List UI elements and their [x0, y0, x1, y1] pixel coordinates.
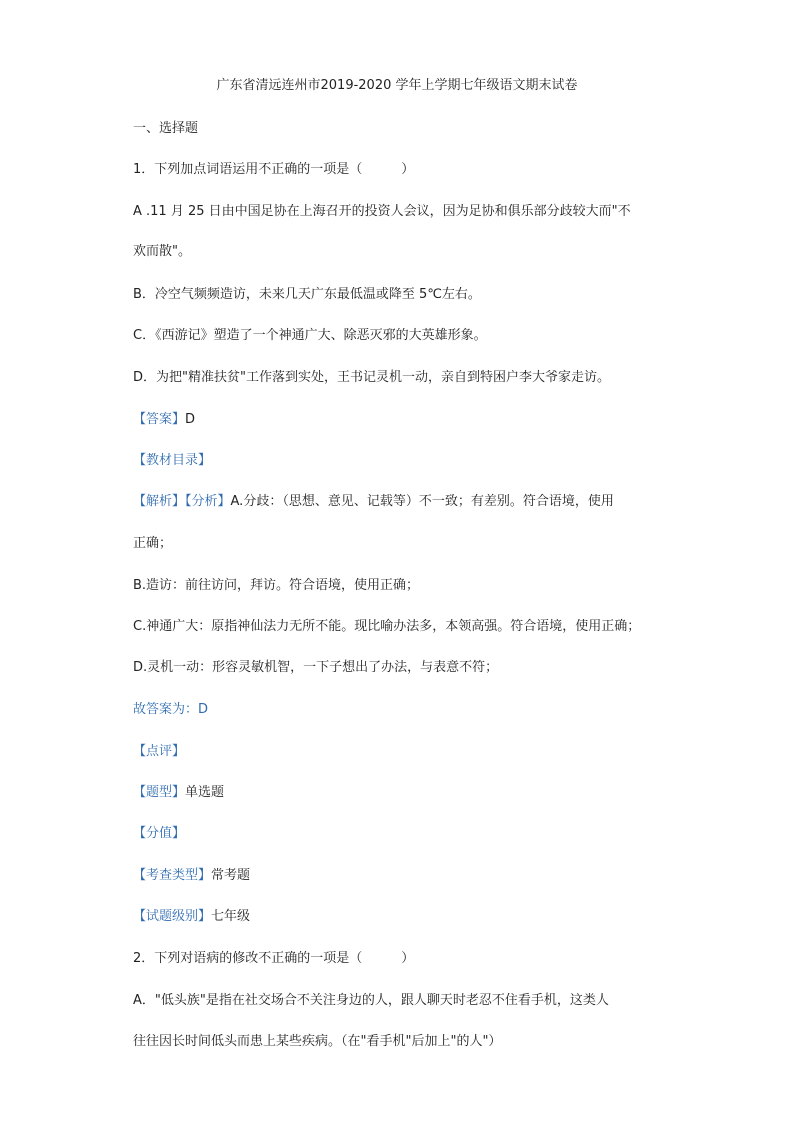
- type-tag: 【题型】: [133, 785, 186, 800]
- catalog-tag: 【教材目录】: [133, 453, 212, 468]
- q1-option-a-line1: A .11 月 25 日由中国足协在上海召开的投资人会议，因为足协和俱乐部分歧较大而"不: [133, 204, 631, 219]
- question-2-stem: 2．下列对语病的修改不正确的一项是（ ）: [133, 951, 415, 966]
- answer-tag: 【答案】: [133, 412, 186, 427]
- q2-option-a-line2: 往往因长时间低头而患上某些疾病。（在"看手机"后加上"的人"）: [133, 1034, 502, 1049]
- level-tag: 【试题级别】: [133, 909, 212, 924]
- exam-type-value: 常考题: [211, 868, 251, 883]
- q1-analysis-line5: D.灵机一动：形容灵敏机智，一下子想出了办法，与表意不符；: [133, 660, 499, 675]
- q1-analysis-line1: [133, 490, 614, 509]
- q1-option-a-line2: 欢而散"。: [133, 244, 191, 259]
- type-value: 单选题: [185, 785, 225, 800]
- q1-analysis-line4: C.神通广大：原指神仙法力无所不能。现比喻办法多，本领高强。符合语境，使用正确；: [133, 619, 641, 634]
- exam-type-tag: 【考查类型】: [133, 868, 212, 883]
- q1-catalog-row: [133, 449, 211, 468]
- score-tag: 【分值】: [133, 826, 186, 841]
- q1-answer-row: [133, 408, 195, 427]
- q2-option-a-line1: A．"低头族"是指在社交场合不关注身边的人，跟人聊天时老忍不住看手机，这类人: [133, 993, 609, 1008]
- q1-score-row: [133, 822, 185, 841]
- section-heading: 一、选择题: [133, 121, 199, 136]
- q1-comment-row: [133, 740, 185, 759]
- answer-value: D: [185, 412, 196, 427]
- analysis-tag: 【解析】【分析】: [133, 494, 231, 509]
- q1-option-b: B．冷空气频频造访，未来几天广东最低温或降至 5℃左右。: [133, 287, 481, 302]
- q1-analysis-line2: 正确；: [133, 536, 173, 551]
- comment-tag: 【点评】: [133, 744, 186, 759]
- level-value: 七年级: [211, 909, 251, 924]
- q1-final-answer: 故答案为：D: [133, 702, 209, 717]
- q1-exam-row: [133, 864, 250, 883]
- page-title: 广东省清远连州市2019-2020 学年上学期七年级语文期末试卷: [216, 78, 578, 93]
- q1-analysis-line3: B.造访：前往访问，拜访。符合语境，使用正确；: [133, 578, 420, 593]
- q1-option-c: C．《西游记》塑造了一个神通广大、除恶灭邪的大英雄形象。: [133, 328, 487, 343]
- q1-level-row: [133, 905, 250, 924]
- q1-option-d: D．为把"精准扶贫"工作落到实处，王书记灵机一动，亲自到特困户李大爷家走访。: [133, 370, 610, 385]
- analysis-text-1: A.分歧：（思想、意见、记载等）不一致；有差别。符合语境，使用: [230, 494, 614, 509]
- question-1-stem: 1．下列加点词语运用不正确的一项是（ ）: [133, 162, 415, 177]
- q1-type-row: [133, 781, 224, 800]
